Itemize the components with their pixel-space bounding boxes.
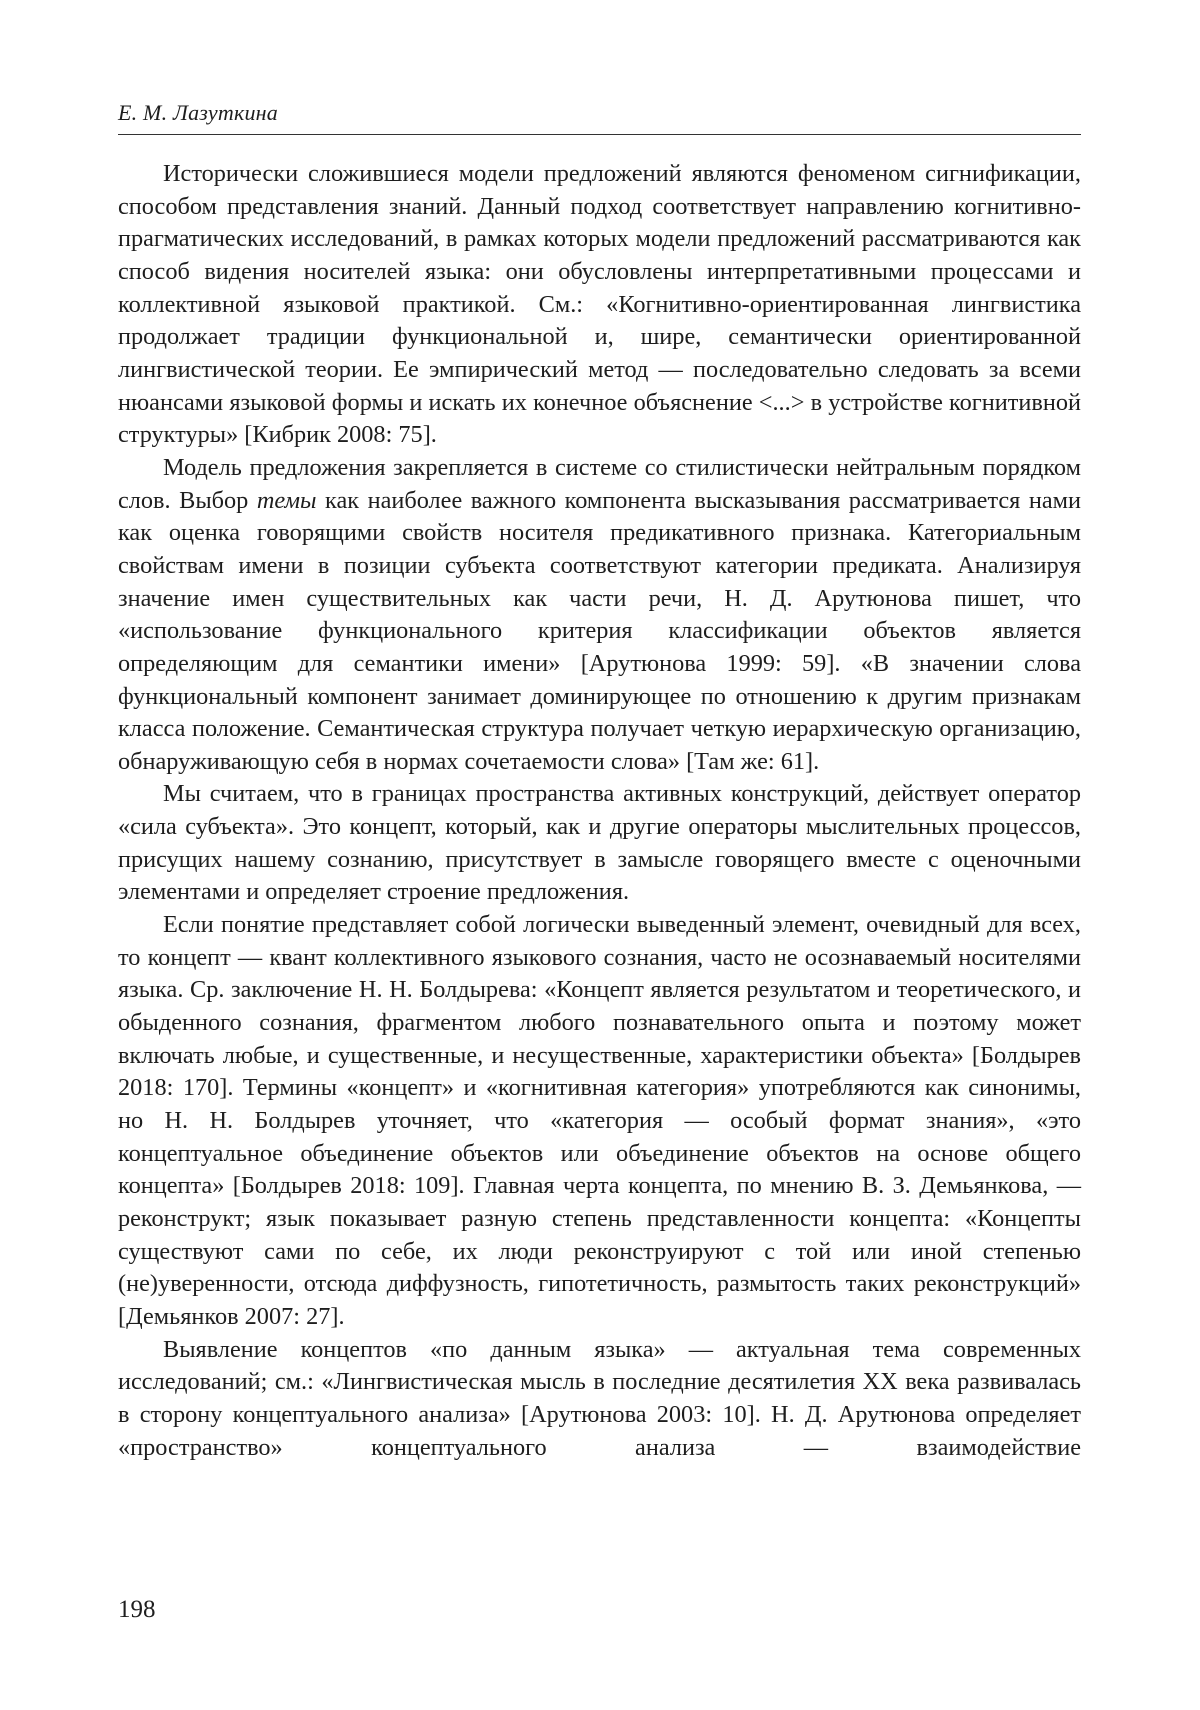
paragraph-text: как наиболее важного компонента высказывания рассматривается нами как оценка говорящими свойств носителя предикативного признака. Категориальным свойствам имени в позиции субъекта соответствуют категории предиката. Анализируя значение имен существительных как части речи, Н. Д. Арутюнова пишет, что «использование функционального критерия классификации объектов является определяющим для семантики имени» [Арутюнова 1999: 59]. «В значении слова функциональный компонент занимает доминирующее по отношению к другим признакам класса положение. Семантическая структура получает четкую иерархическую организацию, обнаруживающую себя в нормах сочетаемости слова» [Там же: 61]. (118, 486, 1081, 775)
running-header (118, 98, 1081, 135)
italic-term: темы (256, 486, 317, 514)
paragraph-4 (118, 909, 1081, 1334)
paragraph-1 (118, 158, 1081, 452)
paragraph-text: Исторически сложившиеся модели предложений являются феноменом сигнификации, способом представления знаний. Данный подход соответствует направлению когнитивно-прагматических исследований, в рамках которых модели предложений рассматриваются как способ видения носителей языка: они обусловлены интерпретативными процессами и коллективной языковой практикой. См.: «Когнитивно-ориентированная лингвистика продолжает традиции функциональной и, шире, семантически ориентированной лингвистической теории. Ее эмпирический метод — последовательно следовать за всеми нюансами языковой формы и искать их конечное объяснение <...> в устройстве когнитивной структуры» [Кибрик 2008: 75]. (118, 160, 1081, 449)
running-header-author: Е. М. Лазуткина (118, 100, 278, 125)
paragraph-5 (118, 1334, 1081, 1465)
body-text (118, 158, 1081, 1464)
paragraph-text: Если понятие представляет собой логически выведенный элемент, очевидный для всех, то концепт — квант коллективного языкового сознания, часто не осознаваемый носителями языка. Ср. заключение Н. Н. Болдырева: «Концепт является результатом и теоретического, и обыденного сознания, фрагментом любого познавательного опыта и поэтому может включать любые, и существенные, и несущественные, характеристики объекта» [Болдырев 2018: 170]. Термины «концепт» и «когнитивная категория» употребляются как синонимы, но Н. Н. Болдырев уточняет, что «категория — особый формат знания», «это концептуальное объединение объектов или объединение объектов на основе общего концепта» [Болдырев 2018: 109]. Главная черта концепта, по мнению В. З. Демьянкова, — реконструкт; язык показывает разную степень представленности концепта: «Концепты существуют сами по себе, их люди реконструируют с той или иной степенью (не)уверенности, отсюда диффузность, гипотетичность, размытость таких реконструкций» [Демьянков 2007: 27]. (118, 911, 1081, 1330)
paragraph-3 (118, 778, 1081, 909)
page-number: 198 (118, 1596, 156, 1623)
paragraph-text: Мы считаем, что в границах пространства активных конструкций, действует оператор «сила субъекта». Это концепт, который, как и другие операторы мыслительных процессов, присущих нашему сознанию, присутствует в замысле говорящего вместе с оценочными элементами и определяет строение предложения. (118, 780, 1081, 906)
paragraph-text: Выявление концептов «по данным языка» — актуальная тема современных исследований; см.: «Лингвистическая мысль в последние десятилетия XX века развивалась в сторону концептуального анализа» [Арутюнова 2003: 10]. Н. Д. Арутюнова определяет «пространство» концептуального анализа — взаимодействие (118, 1335, 1081, 1461)
paragraph-text: Модель предложения закрепляется в системе со стилистически нейтральным порядком слов. Выбор (118, 453, 1081, 514)
paragraph-2 (118, 452, 1081, 779)
